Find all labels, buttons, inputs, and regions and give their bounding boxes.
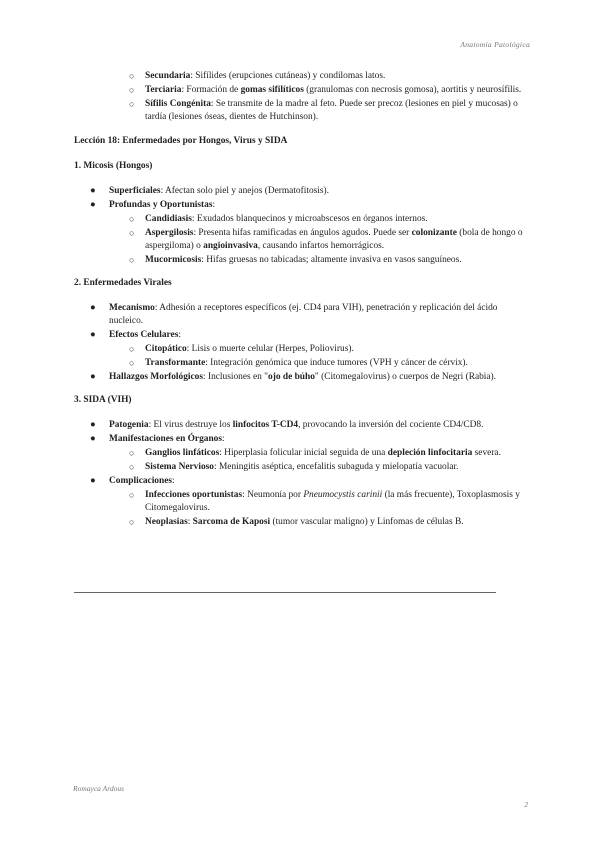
list-item: ● Complicaciones: xyxy=(90,476,175,486)
list-item: ○ Aspergilosis: Presenta hifas ramificadas en ángulos agudos. Puede ser colonizante (bola de hongo o aspergiloma) o angioinvasiva, causando infartos hemorrágicos. xyxy=(129,228,523,251)
list-item: ○ Neoplasias: Sarcoma de Kaposi (tumor vascular maligno) y Linfomas de células B. xyxy=(129,517,464,527)
list-item: ● Mecanismo: Adhesión a receptores específicos (ej. CD4 para VIH), penetración y replicación del ácido nucleico. xyxy=(90,303,498,326)
list-item: ○ Sífilis Congénita: Se transmite de la madre al feto. Puede ser precoz (lesiones en piel y mucosas) o tardía (lesiones óseas, dientes de Hutchinson). xyxy=(129,99,518,122)
page-header-title: Anatomía Patológica xyxy=(460,40,530,49)
syphilis-stages-list xyxy=(74,70,530,124)
hollow-bullet-icon: ○ xyxy=(129,358,135,368)
list-item: ○ Infecciones oportunistas: Neumonía por Pneumocystis carinii (la más frecuente), Toxoplasmosis y Citomegalovirus. xyxy=(129,490,520,513)
bullet-icon: ● xyxy=(90,434,96,444)
list-item: ○ Candidiasis: Exudados blanquecinos y microabscesos en órganos internos. xyxy=(129,214,428,224)
list-item: ○ Transformante: Integración genómica que induce tumores (VPH y cáncer de cérvix). xyxy=(129,358,468,368)
document-body xyxy=(74,70,530,530)
hollow-bullet-icon: ○ xyxy=(129,71,135,81)
list-item: ○ Terciaria: Formación de gomas sifilíticos (granulomas con necrosis gomosa), aortitis y neurosífilis. xyxy=(129,85,522,95)
section-title-sida: 3. SIDA (VIH) xyxy=(74,395,132,405)
hollow-bullet-icon: ○ xyxy=(129,344,135,354)
list-item: ● Superficiales: Afectan solo piel y anejos (Dermatofitosis). xyxy=(90,186,330,196)
bullet-icon: ● xyxy=(90,476,96,486)
list-item: ● Manifestaciones en Órganos: xyxy=(90,434,225,444)
list-item: ● Efectos Celulares: xyxy=(90,330,181,340)
bullet-icon: ● xyxy=(90,200,96,210)
horizontal-divider xyxy=(74,592,496,593)
lesson-title: Lección 18: Enfermedades por Hongos, Virus y SIDA xyxy=(74,136,288,146)
list-item: ● Profundas y Oportunistas: xyxy=(90,200,216,210)
virales-list xyxy=(74,302,530,384)
list-item: ○ Citopático: Lisis o muerte celular (Herpes, Poliovirus). xyxy=(129,344,354,354)
hollow-bullet-icon: ○ xyxy=(129,462,135,472)
hollow-bullet-icon: ○ xyxy=(129,214,135,224)
micosis-list xyxy=(74,185,530,267)
bullet-icon: ● xyxy=(90,186,96,196)
sida-list xyxy=(74,419,530,529)
hollow-bullet-icon: ○ xyxy=(129,448,135,458)
hollow-bullet-icon: ○ xyxy=(129,255,135,265)
hollow-bullet-icon: ○ xyxy=(129,228,135,238)
list-item: ○ Mucormicosis: Hifas gruesas no tabicadas; altamente invasiva en vasos sanguíneos. xyxy=(129,255,462,265)
footer-author: Romayca Ardous xyxy=(73,784,125,793)
bullet-icon: ● xyxy=(90,303,96,313)
bullet-icon: ● xyxy=(90,420,96,430)
list-item: ● Hallazgos Morfológicos: Inclusiones en "ojo de búho" (Citomegalovirus) o cuerpos de Negri (Rabia). xyxy=(90,372,497,382)
bullet-icon: ● xyxy=(90,372,96,382)
bullet-icon: ● xyxy=(90,330,96,340)
hollow-bullet-icon: ○ xyxy=(129,517,135,527)
section-title-virales: 2. Enfermedades Virales xyxy=(74,278,172,288)
list-item: ○ Secundaria: Sifílides (erupciones cutáneas) y condilomas latos. xyxy=(129,71,386,81)
page-number: 2 xyxy=(524,800,528,809)
hollow-bullet-icon: ○ xyxy=(129,490,135,500)
list-item: ○ Sistema Nervioso: Meningitis aséptica, encefalitis subaguda y mielopatía vacuolar. xyxy=(129,462,459,472)
section-title-micosis: 1. Micosis (Hongos) xyxy=(74,161,153,171)
list-item: ● Patogenia: El virus destruye los linfocitos T-CD4, provocando la inversión del cociente CD4/CD8. xyxy=(90,420,484,430)
hollow-bullet-icon: ○ xyxy=(129,99,135,109)
hollow-bullet-icon: ○ xyxy=(129,85,135,95)
list-item: ○ Ganglios linfáticos: Hiperplasia folicular inicial seguida de una depleción linfocitaria severa. xyxy=(129,448,501,458)
